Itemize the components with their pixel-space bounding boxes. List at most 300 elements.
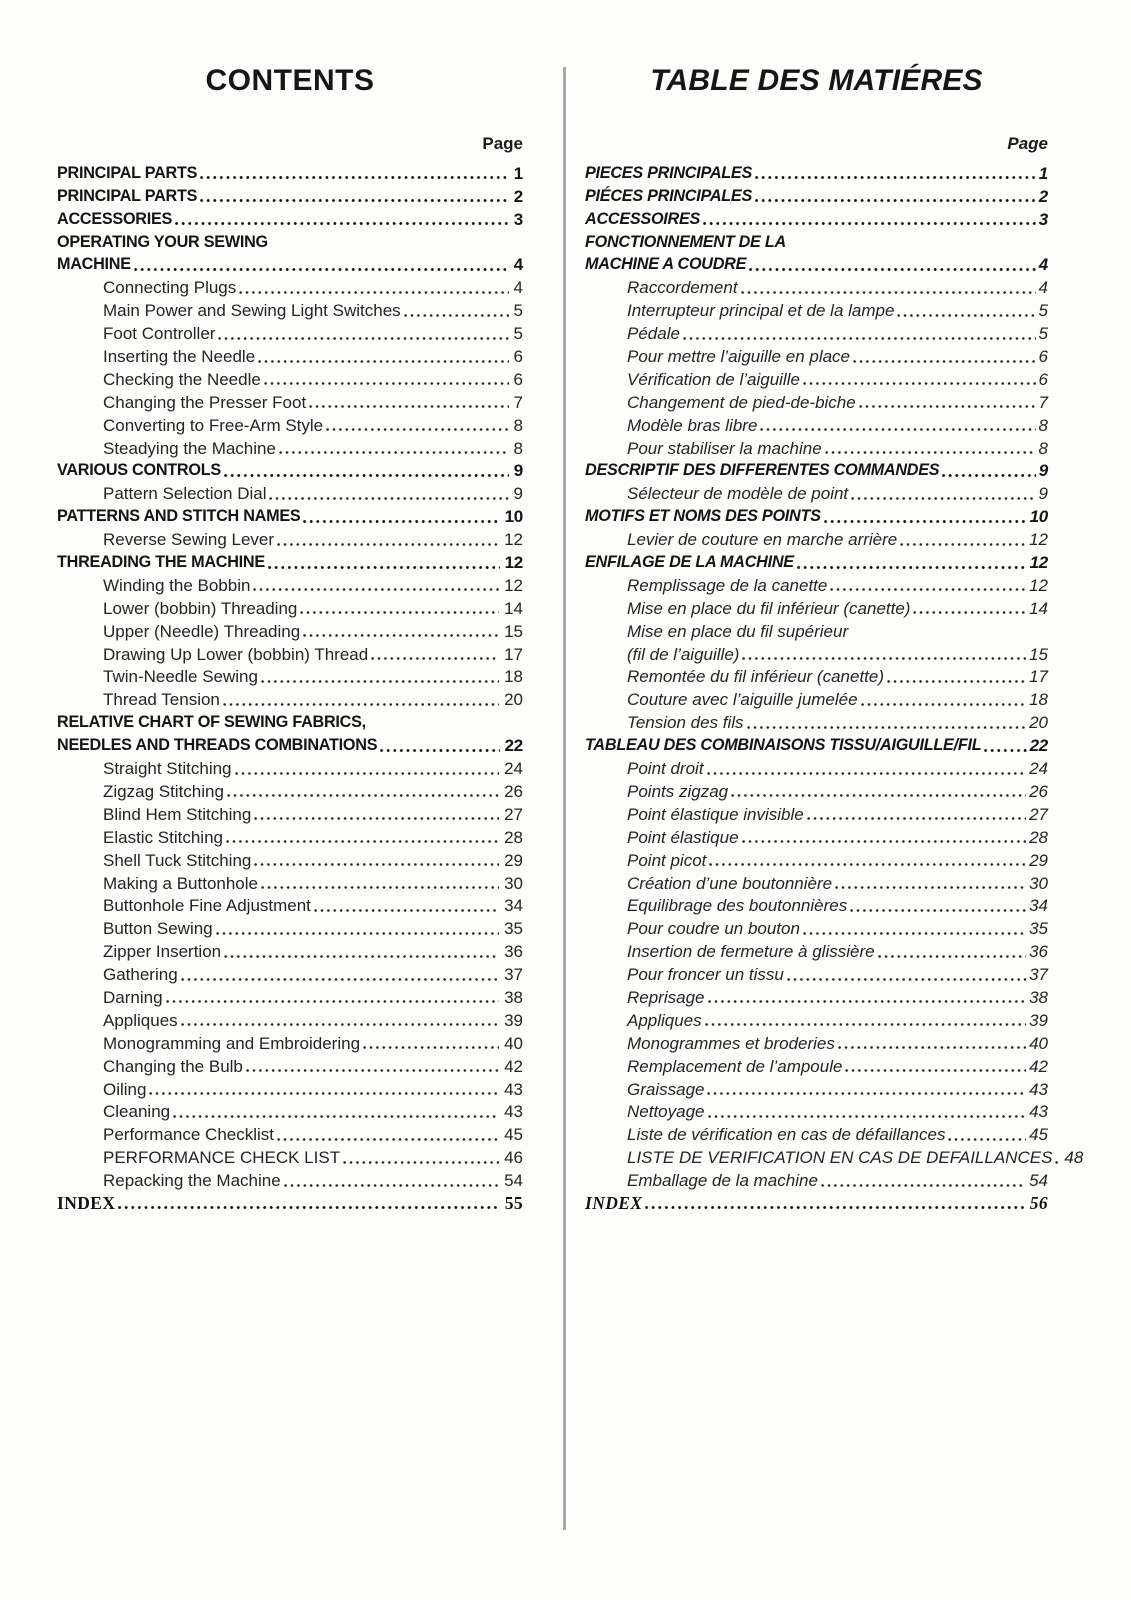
dot-leader: [134, 268, 509, 271]
toc-entry: [585, 253, 1048, 276]
dot-leader: [279, 451, 509, 454]
dot-leader: [277, 543, 499, 546]
dot-leader: [705, 1023, 1026, 1026]
dot-leader: [303, 634, 499, 637]
toc-entry: [57, 184, 523, 207]
toc-entry-label: Button Sewing: [103, 919, 213, 939]
toc-entry-page: 42: [504, 1056, 523, 1076]
toc-entry-page: 24: [504, 759, 523, 779]
toc-entry: [57, 642, 523, 665]
dot-leader: [850, 909, 1026, 912]
dot-leader: [181, 1023, 499, 1026]
toc-entry-label: Pour froncer un tissu: [627, 965, 784, 985]
toc-entry-label: Inserting the Needle: [103, 347, 256, 367]
toc-entry-page: 45: [1029, 1125, 1048, 1145]
dot-leader: [787, 978, 1026, 981]
toc-entry: [585, 1145, 1084, 1168]
toc-entry-label: PIÉCES PRINCIPALES: [585, 186, 753, 205]
toc-entry: [585, 733, 1048, 756]
toc-entry-page: 20: [504, 690, 523, 710]
dot-leader: [227, 794, 499, 797]
toc-entry: [585, 390, 1048, 413]
toc-entry: [57, 275, 523, 298]
toc-entry-page: 30: [504, 873, 523, 893]
dot-leader: [803, 382, 1036, 385]
toc-entry-page: 8: [1038, 438, 1048, 458]
dot-leader: [821, 1184, 1026, 1187]
dot-leader: [755, 199, 1036, 202]
toc-entry-page: 8: [513, 415, 523, 435]
toc-entry-label: Zigzag Stitching: [103, 781, 224, 801]
toc-entry-page: 22: [504, 736, 523, 756]
contents-column-english: [57, 0, 523, 1214]
toc-entry-page: 5: [513, 324, 523, 344]
toc-entry-page: 28: [504, 827, 523, 847]
toc-entry: [57, 871, 523, 894]
toc-entry-label: MOTIFS ET NOMS DES POINTS: [585, 507, 821, 526]
toc-entry: [585, 207, 1048, 230]
dot-leader: [830, 588, 1026, 591]
toc-entry-page: 8: [513, 438, 523, 458]
toc-entry-page: 4: [1038, 278, 1048, 298]
toc-entry-label: VARIOUS CONTROLS: [57, 461, 221, 480]
toc-entry: [585, 367, 1048, 390]
dot-leader: [853, 360, 1036, 363]
toc-entry-page: 12: [1029, 553, 1048, 573]
toc-entry-label: Point élastique invisible: [627, 804, 804, 824]
dot-leader: [264, 382, 509, 385]
toc-entry: [57, 436, 523, 459]
toc-entry-label: Pattern Selection Dial: [103, 484, 267, 504]
toc-entry-page: 7: [513, 392, 523, 412]
toc-entry-page: 48: [1064, 1148, 1084, 1168]
toc-entry-page: 10: [504, 507, 523, 527]
toc-entry-label: Thread Tension: [103, 690, 220, 710]
toc-entry-label: LISTE DE VERIFICATION EN CAS DE DEFAILLANCES: [627, 1148, 1053, 1168]
toc-entry-page: 56: [1029, 1192, 1048, 1213]
toc-entry: [585, 321, 1048, 344]
dot-leader: [166, 1000, 500, 1003]
toc-entry-label: Points zigzag: [627, 781, 729, 801]
toc-entry: [585, 619, 1048, 642]
dot-leader: [303, 520, 499, 523]
page-column-label-french: Page: [1007, 134, 1048, 153]
dot-leader: [984, 749, 1026, 752]
toc-entry-page: 2: [1038, 186, 1048, 206]
toc-entry-page: 1: [513, 163, 523, 183]
toc-entry-page: 34: [504, 896, 523, 916]
toc-entry: [57, 413, 523, 436]
toc-entry-label: PRINCIPAL PARTS: [57, 186, 198, 205]
toc-entry-label: Remontée du fil inférieur (canette): [627, 667, 885, 687]
toc-entry: [585, 894, 1048, 917]
toc-entry: [57, 1100, 523, 1123]
toc-entry-label: NEEDLES AND THREADS COMBINATIONS: [57, 736, 378, 755]
toc-entry-page: 22: [1029, 736, 1048, 756]
toc-entry-label: Elastic Stitching: [103, 827, 223, 847]
toc-entry-label: Darning: [103, 987, 163, 1007]
toc-entry-page: 26: [504, 781, 523, 801]
toc-entry-label: FONCTIONNEMENT DE LA: [585, 232, 786, 251]
dot-leader: [851, 634, 1045, 637]
toc-entry-label: Oiling: [103, 1079, 147, 1099]
toc-entry-label: DESCRIPTIF DES DIFFERENTES COMMANDES: [585, 461, 940, 480]
toc-entry-page: 14: [1029, 598, 1048, 618]
toc-entry-label: Appliques: [627, 1010, 702, 1030]
toc-entry: [57, 665, 523, 688]
toc-entry-label: Emballage de la machine: [627, 1171, 818, 1191]
toc-entry-label: INDEX: [57, 1192, 116, 1213]
dot-leader: [742, 840, 1027, 843]
toc-entry-page: 3: [1038, 209, 1048, 229]
dot-leader: [755, 176, 1036, 179]
toc-entry-page: 17: [1029, 667, 1048, 687]
toc-entry-page: 1: [1038, 163, 1048, 183]
toc-entry-page: 18: [1029, 690, 1048, 710]
toc-entry: [57, 573, 523, 596]
toc-entry-page: 29: [1029, 850, 1048, 870]
dot-leader: [807, 817, 1026, 820]
dot-leader: [149, 1092, 499, 1095]
dot-leader: [861, 703, 1027, 706]
toc-entry-page: 40: [504, 1033, 523, 1053]
toc-entry-label: PIECES PRINCIPALES: [585, 163, 753, 182]
toc-entry: [57, 1054, 523, 1077]
toc-entry-label: Buttonhole Fine Adjustment: [103, 896, 311, 916]
toc-entry-label: MACHINE A COUDRE: [585, 255, 747, 274]
dot-leader: [226, 840, 499, 843]
toc-entry: [585, 710, 1048, 733]
toc-entry-label: Foot Controller: [103, 324, 216, 344]
toc-entry-label: Pour stabiliser la machine: [627, 438, 822, 458]
dot-leader: [218, 337, 508, 340]
dot-leader: [859, 405, 1036, 408]
toc-entry-label: Changement de pied-de-biche: [627, 392, 856, 412]
toc-entry: [585, 642, 1048, 665]
toc-entry-page: 18: [504, 667, 523, 687]
dot-leader: [300, 611, 499, 614]
page-title-french: TABLE DES MATIÉRES: [650, 64, 983, 97]
toc-entry: [585, 481, 1048, 504]
toc-entry-label: Steadying the Machine: [103, 438, 276, 458]
toc-entry-page: 55: [504, 1192, 523, 1213]
toc-entry: [585, 161, 1048, 184]
toc-entry: [57, 1145, 523, 1168]
dot-leader: [742, 657, 1026, 660]
toc-entry: [57, 367, 523, 390]
toc-entry: [57, 596, 523, 619]
toc-entry-page: 9: [513, 484, 523, 504]
toc-entry-page: 9: [1038, 461, 1048, 481]
toc-entry-label: Twin-Needle Sewing: [103, 667, 258, 687]
dot-leader: [797, 566, 1027, 569]
dot-leader: [261, 680, 499, 683]
toc-entry: [57, 939, 523, 962]
dot-leader: [175, 222, 509, 225]
dot-leader: [948, 1138, 1026, 1141]
toc-entry: [57, 253, 523, 276]
toc-list-french: [585, 161, 1084, 1214]
toc-entry-label: Repacking the Machine: [103, 1171, 281, 1191]
dot-leader: [803, 932, 1026, 935]
toc-entry: [585, 344, 1048, 367]
toc-entry: [585, 1191, 1048, 1214]
toc-entry-page: 35: [504, 919, 523, 939]
toc-entry: [585, 687, 1048, 710]
toc-entry: [585, 1054, 1048, 1077]
toc-entry-label: Zipper Insertion: [103, 942, 222, 962]
toc-entry-label: Performance Checklist: [103, 1125, 275, 1145]
toc-entry-page: 39: [504, 1010, 523, 1030]
dot-leader: [246, 1069, 499, 1072]
dot-leader: [789, 245, 1045, 248]
toc-entry: [57, 756, 523, 779]
toc-entry-label: Graissage: [627, 1079, 705, 1099]
toc-entry-label: PATTERNS AND STITCH NAMES: [57, 507, 301, 526]
toc-entry: [585, 459, 1048, 482]
dot-leader: [118, 1206, 499, 1209]
toc-entry-label: Shell Tuck Stitching: [103, 850, 252, 870]
toc-entry-label: Gathering: [103, 965, 178, 985]
dot-leader: [200, 176, 509, 179]
toc-entry-page: 5: [513, 301, 523, 321]
toc-entry: [57, 985, 523, 1008]
toc-entry: [57, 344, 523, 367]
toc-entry: [57, 894, 523, 917]
toc-entry: [585, 298, 1048, 321]
toc-entry-label: Couture avec l’aiguille jumelée: [627, 690, 858, 710]
dot-leader: [1055, 1161, 1061, 1164]
toc-entry-label: Liste de vérification en cas de défaillances: [627, 1125, 946, 1145]
dot-leader: [851, 497, 1035, 500]
toc-entry-label: Equilibrage des boutonnières: [627, 896, 848, 916]
toc-entry-label: Interrupteur principal et de la lampe: [627, 301, 895, 321]
dot-leader: [254, 863, 499, 866]
dot-leader: [369, 726, 518, 729]
toc-entry-label: Raccordement: [627, 278, 738, 298]
toc-entry: [57, 1191, 523, 1214]
toc-entry-label: Vérification de l’aiguille: [627, 369, 800, 389]
dot-leader: [707, 772, 1027, 775]
toc-entry-page: 12: [1029, 530, 1048, 550]
toc-entry-page: 42: [1029, 1056, 1048, 1076]
toc-entry-page: 6: [513, 347, 523, 367]
toc-entry-label: TABLEAU DES COMBINAISONS TISSU/AIGUILLE/FIL: [585, 736, 982, 755]
toc-entry-label: INDEX: [585, 1192, 643, 1213]
toc-entry: [57, 962, 523, 985]
toc-entry-page: 4: [513, 255, 523, 275]
toc-entry-page: 12: [504, 575, 523, 595]
toc-entry: [585, 1077, 1048, 1100]
toc-entry: [585, 871, 1048, 894]
toc-entry-label: Changing the Presser Foot: [103, 392, 307, 412]
toc-entry-label: Lower (bobbin) Threading: [103, 598, 298, 618]
toc-entry: [57, 1031, 523, 1054]
toc-entry: [585, 596, 1048, 619]
toc-entry-label: MACHINE: [57, 255, 131, 274]
dot-leader: [224, 474, 509, 477]
toc-entry-label: Reprisage: [627, 987, 705, 1007]
toc-entry-label: Pour coudre un bouton: [627, 919, 800, 939]
dot-leader: [216, 932, 499, 935]
toc-entry: [585, 527, 1048, 550]
dot-leader: [380, 749, 499, 752]
toc-entry: [57, 848, 523, 871]
dot-leader: [900, 543, 1026, 546]
toc-entry: [585, 1122, 1048, 1145]
dot-leader: [747, 726, 1027, 729]
dot-leader: [707, 1092, 1026, 1095]
toc-entry-label: Levier de couture en marche arrière: [627, 530, 898, 550]
dot-leader: [254, 817, 499, 820]
toc-entry-label: RELATIVE CHART OF SEWING FABRICS,: [57, 713, 366, 732]
toc-entry-label: Pédale: [627, 324, 680, 344]
dot-leader: [703, 222, 1036, 225]
toc-entry-page: 34: [1029, 896, 1048, 916]
toc-entry-page: 12: [504, 553, 523, 573]
dot-leader: [200, 199, 509, 202]
column-divider: [563, 67, 566, 1530]
toc-entry: [585, 230, 1048, 253]
toc-entry: [585, 275, 1048, 298]
dot-leader: [404, 314, 509, 317]
toc-entry: [57, 321, 523, 344]
dot-leader: [268, 566, 500, 569]
dot-leader: [913, 611, 1026, 614]
toc-entry: [585, 413, 1048, 436]
toc-entry-page: 43: [1029, 1102, 1048, 1122]
toc-entry: [57, 733, 523, 756]
toc-entry: [585, 1008, 1048, 1031]
toc-entry-page: 38: [504, 987, 523, 1007]
toc-entry: [585, 1031, 1048, 1054]
toc-entry-label: ACCESSORIES: [57, 209, 173, 228]
toc-entry: [585, 939, 1048, 962]
toc-entry-page: 6: [513, 369, 523, 389]
toc-entry: [585, 573, 1048, 596]
dot-leader: [261, 886, 499, 889]
toc-entry: [585, 802, 1048, 825]
toc-entry: [585, 916, 1048, 939]
dot-leader: [709, 863, 1026, 866]
dot-leader: [942, 474, 1035, 477]
toc-entry-page: 9: [513, 461, 523, 481]
toc-entry-page: 36: [1029, 942, 1048, 962]
toc-entry-page: 37: [504, 965, 523, 985]
toc-entry-page: 4: [1038, 255, 1048, 275]
toc-entry-page: 43: [504, 1102, 523, 1122]
toc-entry-label: Mise en place du fil supérieur: [627, 621, 849, 641]
toc-entry-page: 17: [504, 644, 523, 664]
toc-entry-page: 38: [1029, 987, 1048, 1007]
toc-entry: [57, 207, 523, 230]
toc-entry: [585, 1168, 1048, 1191]
toc-entry-label: Connecting Plugs: [103, 278, 237, 298]
contents-column-french: [585, 0, 1084, 1214]
toc-entry-page: 39: [1029, 1010, 1048, 1030]
dot-leader: [824, 520, 1027, 523]
toc-entry-label: Converting to Free-Arm Style: [103, 415, 324, 435]
toc-entry-label: Tension des fils: [627, 713, 744, 733]
toc-entry: [57, 916, 523, 939]
toc-entry-page: 37: [1029, 965, 1048, 985]
toc-entry: [585, 825, 1048, 848]
toc-entry-label: Straight Stitching: [103, 759, 232, 779]
dot-leader: [223, 703, 499, 706]
toc-entry-page: 5: [1038, 324, 1048, 344]
dot-leader: [645, 1206, 1026, 1209]
toc-entry-label: (fil de l’aiguille): [627, 644, 740, 664]
toc-entry: [585, 184, 1048, 207]
dot-leader: [887, 680, 1026, 683]
toc-entry: [57, 230, 523, 253]
toc-entry: [57, 390, 523, 413]
toc-entry-label: Upper (Needle) Threading: [103, 621, 301, 641]
dot-leader: [760, 428, 1035, 431]
toc-entry-page: 30: [1029, 873, 1048, 893]
toc-entry: [57, 481, 523, 504]
dot-leader: [235, 772, 500, 775]
toc-entry-page: 27: [1029, 804, 1048, 824]
toc-entry-label: Création d’une boutonnière: [627, 873, 833, 893]
toc-entry: [585, 985, 1048, 1008]
toc-entry: [57, 298, 523, 321]
toc-entry-label: Blind Hem Stitching: [103, 804, 252, 824]
dot-leader: [741, 291, 1036, 294]
dot-leader: [838, 1046, 1026, 1049]
toc-entry-page: 8: [1038, 415, 1048, 435]
toc-entry-label: Checking the Needle: [103, 369, 261, 389]
toc-entry: [57, 1077, 523, 1100]
toc-entry: [585, 504, 1048, 527]
toc-entry-page: 12: [1029, 575, 1048, 595]
dot-leader: [749, 268, 1036, 271]
toc-entry-page: 6: [1038, 369, 1048, 389]
toc-entry-page: 7: [1038, 392, 1048, 412]
toc-entry: [57, 161, 523, 184]
toc-entry: [585, 962, 1048, 985]
toc-entry-page: 2: [513, 186, 523, 206]
dot-leader: [314, 909, 499, 912]
toc-entry-label: Monogrammes et broderies: [627, 1033, 835, 1053]
toc-entry-label: Monogramming and Embroidering: [103, 1033, 361, 1053]
toc-entry: [57, 1122, 523, 1145]
dot-leader: [343, 1161, 499, 1164]
dot-leader: [258, 360, 508, 363]
toc-entry: [57, 619, 523, 642]
toc-entry-label: PRINCIPAL PARTS: [57, 163, 198, 182]
dot-leader: [173, 1115, 499, 1118]
toc-entry: [57, 459, 523, 482]
dot-leader: [239, 291, 508, 294]
toc-entry: [585, 436, 1048, 459]
dot-leader: [284, 1184, 499, 1187]
toc-entry-page: 43: [504, 1079, 523, 1099]
toc-entry-page: 6: [1038, 347, 1048, 367]
toc-entry-label: ACCESSOIRES: [585, 209, 701, 228]
toc-entry-page: 5: [1038, 301, 1048, 321]
page-title-english: CONTENTS: [205, 64, 375, 97]
toc-entry: [585, 756, 1048, 779]
dot-leader: [731, 794, 1026, 797]
dot-leader: [683, 337, 1036, 340]
dot-leader: [845, 1069, 1026, 1072]
dot-leader: [277, 1138, 499, 1141]
toc-entry: [57, 504, 523, 527]
toc-entry: [57, 779, 523, 802]
toc-entry-page: 10: [1029, 507, 1048, 527]
toc-entry-page: 9: [1038, 484, 1048, 504]
